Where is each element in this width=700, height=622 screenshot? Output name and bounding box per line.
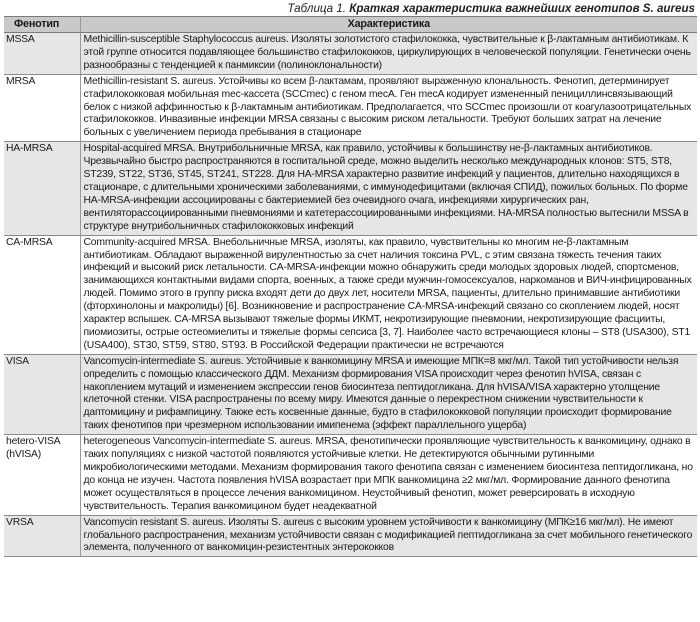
characteristic-cell: Vancomycin-intermediate S. aureus. Устойчивые к ванкомицину MRSA и имеющие МПК=8 мкг/мл. Такой тип устойчивости нельзя определить с помощью классического ДДМ. Механизм формирования VISA происходит через фенотип hVISA, связан с накоплением мутаций и изменением экспрессии генов биосинтеза пептидогликана. Для hVISA/VISA характерно утолщение клеточной стенки. VISA распространены по всему миру. Имеются данные о перекрестном снижении чувствительности к даптомицину и рифампицину. Также есть косвенные данные, будто в стафилококковой популяции происходит формирование таких фенотипов при чрезмерном использовании имипенема (эффект параллельного ущерба): [80, 354, 697, 434]
phenotype-cell: VISA: [4, 354, 80, 434]
characteristic-cell: Methicillin-resistant S. aureus. Устойчивы ко всем β-лактамам, проявляют выраженную клональность. Фенотип, детерминирует стафилококковая мобильная mec-кассета (SCCmec) с геном mecA. Ген mecA кодирует измененный пенициллинсвязывающий белок с низкой аффинностью к β-лактамным антибиотикам. Предполагается, что SCCmec произошли от коагулазоотрицательных стафилококков. Инвазивные инфекции MRSA связаны с высоким риском летальности. Требуют больших затрат на лечение больных с увеличением периода пребывания в стационаре: [80, 74, 697, 142]
header-phenotype: Фенотип: [4, 17, 80, 33]
phenotype-cell: CA-MRSA: [4, 235, 80, 354]
caption-title: Краткая характеристика важнейших генотипов S. aureus: [349, 2, 695, 15]
table-caption: [4, 2, 697, 16]
phenotype-cell: MSSA: [4, 33, 80, 75]
characteristic-cell: heterogeneous Vancomycin-intermediate S. aureus. MRSA, фенотипически проявляющие чувствительность к ванкомицину, однако в таких популяциях с низкой частотой появляются устойчивые клетки. Не детектируются обычными рутинными микробиологическими методами. Механизм формирования такого фенотипа связан с изменением биосинтеза пептидогликана, но до конца не изучен. Частота появления hVISA возрастает при МПК ванкомицина ≥2 мкг/мл. Формирование данного фенотипа может осуществляться в процессе лечения ванкомицином. Неустойчивый фенотип, может реверсировать в исходную чувствительность. Терапия ванкомицином будет неадекватной: [80, 435, 697, 515]
phenotype-cell: MRSA: [4, 74, 80, 142]
table-row-vrsa: [4, 515, 697, 557]
characteristic-cell: Hospital-acquired MRSA. Внутрибольничные MRSA, как правило, устойчивы к большинству не-β-лактамных антибиотиков. Чрезвычайно быстро распространяются в госпитальной среде, можно выделить несколько международных клонов: ST5, ST8, ST239, ST22, ST36, ST45, ST241, ST228. Для HA-MRSA характерно развитие инфекций у пациентов, длительно находящихся в стационаре, с длительными хроническими заболеваниями, с иммунодефицитами (включая СПИД), пожилых больных. По форме HA-MRSA-инфекции ассоциированы с бактериемией без очевидного очага, инфекциями хирургических ран, вентиляторассоциированными пневмониями и катетерассоциированными инфекциями. HA-MRSA полностью вытеснили MSSA в структуре внутрибольничных стафилококковых инфекций: [80, 142, 697, 235]
table-row-mssa: [4, 33, 697, 75]
table-row-mrsa: [4, 74, 697, 142]
phenotype-cell: VRSA: [4, 515, 80, 557]
phenotype-cell: HA-MRSA: [4, 142, 80, 235]
table-header-row: [4, 17, 697, 33]
characteristic-cell: Community-acquired MRSA. Внебольничные MRSA, изоляты, как правило, чувствительны ко многим не-β-лактамным антибиотикам. Обладают выраженной вирулентностью за счет наличия токсина PVL, с этим связана тяжесть течения таких инфекций и высокий риск летальности. CA-MRSA-инфекции можно обнаружить среди молодых здоровых людей, спортсменов, занимающихся контактными видами спорта, военных, а также среди мужчин-гомосексуалов, наркоманов и ВИЧ-инфицированных людей. Помимо этого в группу риска входят дети до двух лет, носители MRSA, пациенты, длительно принимавшие антибиотики (фторхинолоны и макролиды) [6]. Возникновение и распространение CA-MRSA-инфекций связано со скоплением людей, носят характер вспышек. CA-MRSA вызывают тяжелые формы ИКМТ, некротизирующие пневмонии, некротизирующие фасцииты, пиомиозиты, острые остеомиелиты и тяжелые формы сепсиса [3, 7]. Наиболее часто встречающиеся клоны – ST8 (USA300), ST1 (USA400), ST30, ST59, ST80, ST93. В Российской Федерации практически не встречаются: [80, 235, 697, 354]
genotype-table: [4, 16, 697, 557]
phenotype-cell: hetero-VISA (hVISA): [4, 435, 80, 515]
table-row-hvisa: [4, 435, 697, 515]
characteristic-cell: Vancomycin resistant S. aureus. Изоляты S. aureus с высоким уровнем устойчивости к ванкомицину (МПК≥16 мкг/мл). Не имеют глобального распространения, механизм устойчивости связан с модификацией пептидогликана за счет мобильного генетического элемента, полученного от ванкомицин-резистентных энтерококков: [80, 515, 697, 557]
table-row-visa: [4, 354, 697, 434]
caption-label: Таблица 1.: [287, 2, 346, 15]
table-row-ha-mrsa: [4, 142, 697, 235]
table-row-ca-mrsa: [4, 235, 697, 354]
characteristic-cell: Methicillin-susceptible Staphylococcus aureus. Изоляты золотистого стафилококка, чувствительные к β-лактамным антибиотикам. К этой группе относится подавляющее большинство стафилококков, циркулирующих в человеческой популяции. Генетически очень разнообразны с тенденцией к панмиксии (полиноклональности): [80, 33, 697, 75]
header-characteristic: Характеристика: [80, 17, 697, 33]
